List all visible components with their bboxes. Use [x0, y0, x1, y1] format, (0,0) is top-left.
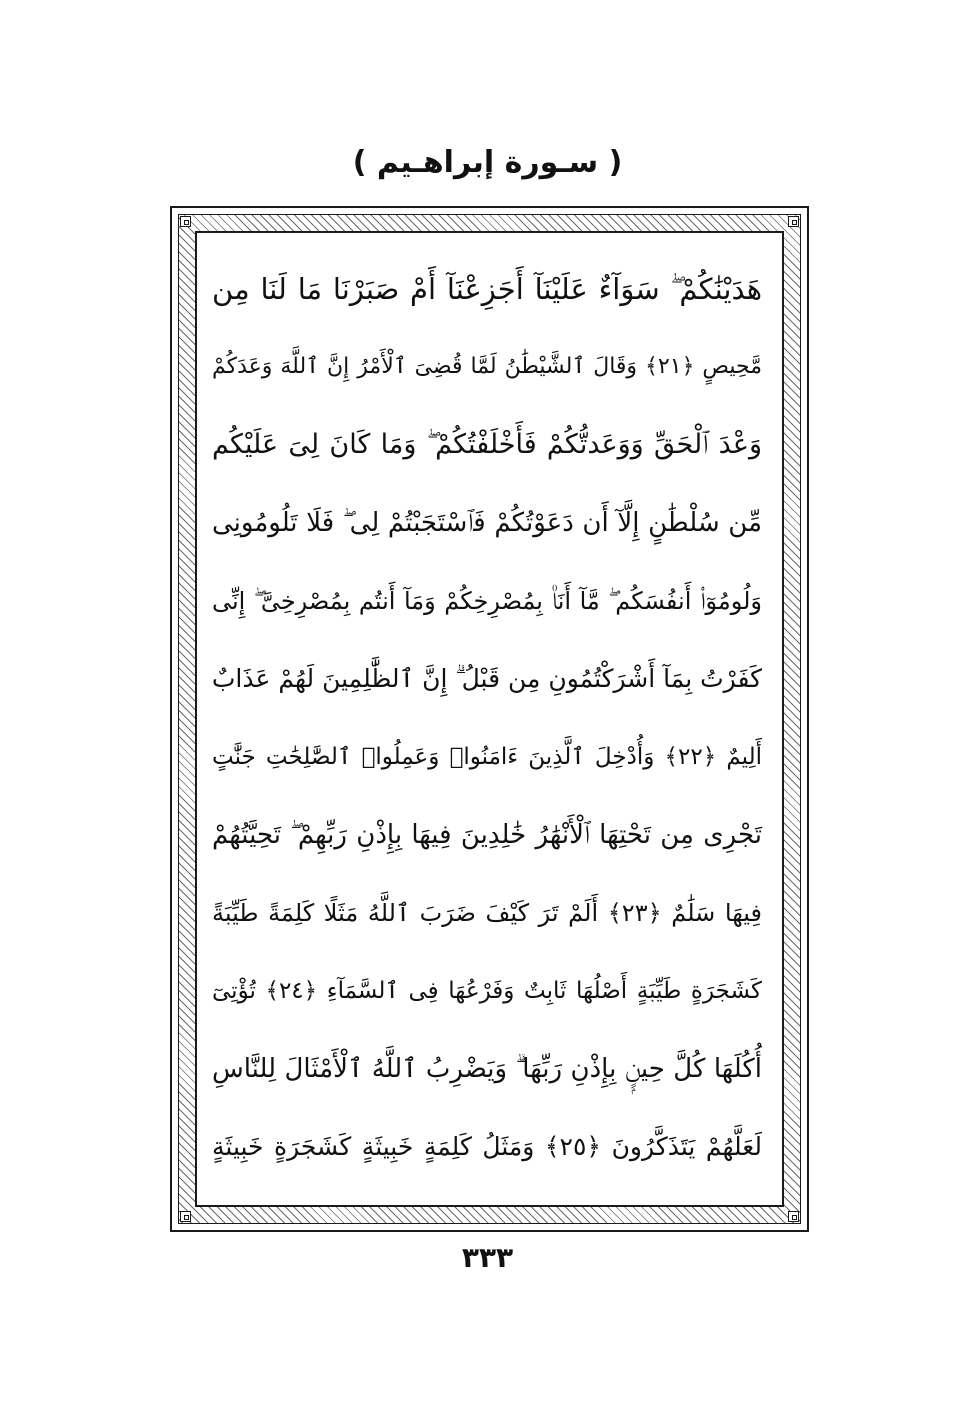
verse-line: هَدَيْنَٰكُمْ ۖ سَوَآءٌ عَلَيْنَآ أَجَزِعْنَآ أَمْ صَبَرْنَا مَا لَنَا مِن: [212, 272, 762, 306]
verse-text-body: [212, 252, 762, 1190]
verse-line: مَّحِيصٍ ﴿٢١﴾ وَقَالَ ٱلشَّيْطَٰنُ لَمَّا قُضِىَ ٱلْأَمْرُ إِنَّ ٱللَّهَ وَعَدَكُمْ: [212, 354, 762, 379]
verse-line: كَشَجَرَةٍ طَيِّبَةٍ أَصْلُهَا ثَابِتٌ وَفَرْعُهَا فِى ٱلسَّمَآءِ ﴿٢٤﴾ تُؤْتِىٓ: [212, 978, 762, 1004]
verse-line: لَعَلَّهُمْ يَتَذَكَّرُونَ ﴿٢٥﴾ وَمَثَلُ كَلِمَةٍ خَبِيثَةٍ كَشَجَرَةٍ خَبِيثَةٍ: [212, 1132, 762, 1161]
corner-ornament-icon: [180, 216, 191, 227]
verse-line: أَلِيمٌ ﴿٢٢﴾ وَأُدْخِلَ ٱلَّذِينَ ءَامَنُوا۟ وَعَمِلُوا۟ ٱلصَّٰلِحَٰتِ جَنَّٰتٍ: [212, 744, 762, 770]
corner-ornament-icon: [788, 216, 799, 227]
verse-line: وَلُومُوٓا۟ أَنفُسَكُم ۖ مَّآ أَنَا۠ بِمُصْرِخِكُمْ وَمَآ أَنتُم بِمُصْرِخِىَّ ۖ إِنِّى: [212, 587, 762, 615]
corner-ornament-icon: [788, 1211, 799, 1222]
surah-title: ( سـورة إبراهـيم ): [352, 145, 623, 180]
page-number: ٣٣٣: [461, 1241, 514, 1274]
verse-line: مِّن سُلْطَٰنٍ إِلَّآ أَن دَعَوْتُكُمْ فَٱسْتَجَبْتُمْ لِى ۖ فَلَا تَلُومُونِى: [212, 508, 762, 538]
verse-line: كَفَرْتُ بِمَآ أَشْرَكْتُمُونِ مِن قَبْلُ ۗ إِنَّ ٱلظَّٰلِمِينَ لَهُمْ عَذَابٌ: [211, 664, 762, 693]
verse-line: فِيهَا سَلَٰمٌ ﴿٢٣﴾ أَلَمْ تَرَ كَيْفَ ضَرَبَ ٱللَّهُ مَثَلًا كَلِمَةً طَيِّبَةً: [212, 899, 762, 927]
verse-line: وَعْدَ ٱلْحَقِّ وَوَعَدتُّكُمْ فَأَخْلَفْتُكُمْ ۖ وَمَا كَانَ لِىَ عَلَيْكُم: [212, 429, 762, 460]
verse-line: أُكُلَهَا كُلَّ حِينٍۭ بِإِذْنِ رَبِّهَا ۗ وَيَضْرِبُ ٱللَّهُ ٱلْأَمْثَالَ لِلنَّاسِ: [212, 1054, 762, 1084]
corner-ornament-icon: [180, 1211, 191, 1222]
verse-line: تَجْرِى مِن تَحْتِهَا ٱلْأَنْهَٰرُ خَٰلِدِينَ فِيهَا بِإِذْنِ رَبِّهِمْ ۖ تَحِيَّتُهُمْ: [212, 820, 762, 850]
